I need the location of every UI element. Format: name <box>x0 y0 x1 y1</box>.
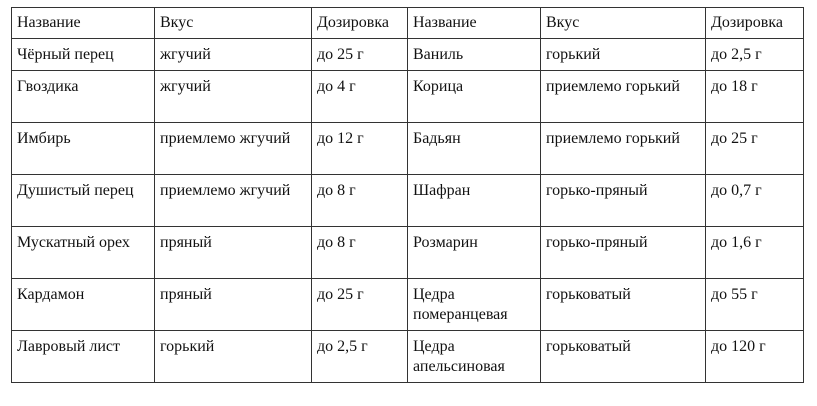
cell-dosage: до 120 г <box>706 331 804 383</box>
cell-dosage: до 18 г <box>706 71 804 123</box>
cell-taste: горько-пряный <box>541 227 706 279</box>
cell-dosage: до 1,6 г <box>706 227 804 279</box>
cell-taste: горьковатый <box>541 279 706 331</box>
cell-name: Кардамон <box>12 279 155 331</box>
cell-dosage: до 0,7 г <box>706 175 804 227</box>
cell-taste: пряный <box>155 227 312 279</box>
cell-taste: пряный <box>155 279 312 331</box>
header-dosage-2: Дозировка <box>706 8 804 39</box>
cell-name: Шафран <box>408 175 541 227</box>
cell-name: Розмарин <box>408 227 541 279</box>
cell-dosage: до 8 г <box>312 227 408 279</box>
cell-dosage: до 2,5 г <box>706 39 804 71</box>
cell-dosage: до 12 г <box>312 123 408 175</box>
table-row <box>12 175 804 227</box>
cell-taste: жгучий <box>155 71 312 123</box>
cell-name: Мускатный орех <box>12 227 155 279</box>
header-dosage-1: Дозировка <box>312 8 408 39</box>
cell-taste: горький <box>541 39 706 71</box>
cell-name: Душистый перец <box>12 175 155 227</box>
table-row <box>12 71 804 123</box>
cell-name: Ваниль <box>408 39 541 71</box>
cell-name: Цедра апельсиновая <box>408 331 541 383</box>
cell-dosage: до 25 г <box>312 279 408 331</box>
table-row <box>12 279 804 331</box>
cell-name: Лавровый лист <box>12 331 155 383</box>
table-row <box>12 123 804 175</box>
cell-taste: жгучий <box>155 39 312 71</box>
table-row <box>12 331 804 383</box>
cell-name: Чёрный перец <box>12 39 155 71</box>
cell-taste: горький <box>155 331 312 383</box>
header-name-1: Название <box>12 8 155 39</box>
cell-taste: приемлемо горький <box>541 123 706 175</box>
cell-dosage: до 25 г <box>312 39 408 71</box>
cell-taste: приемлемо жгучий <box>155 123 312 175</box>
header-taste-1: Вкус <box>155 8 312 39</box>
cell-name: Корица <box>408 71 541 123</box>
cell-name: Цедра померанцевая <box>408 279 541 331</box>
cell-name: Имбирь <box>12 123 155 175</box>
cell-dosage: до 25 г <box>706 123 804 175</box>
cell-taste: приемлемо горький <box>541 71 706 123</box>
cell-dosage: до 4 г <box>312 71 408 123</box>
header-name-2: Название <box>408 8 541 39</box>
header-taste-2: Вкус <box>541 8 706 39</box>
cell-dosage: до 55 г <box>706 279 804 331</box>
table-row <box>12 39 804 71</box>
cell-name: Гвоздика <box>12 71 155 123</box>
cell-dosage: до 2,5 г <box>312 331 408 383</box>
table-row <box>12 227 804 279</box>
spice-table <box>11 7 804 383</box>
cell-dosage: до 8 г <box>312 175 408 227</box>
cell-taste: приемлемо жгучий <box>155 175 312 227</box>
cell-taste: горько-пряный <box>541 175 706 227</box>
cell-taste: горьковатый <box>541 331 706 383</box>
table-header-row <box>12 8 804 39</box>
cell-name: Бадьян <box>408 123 541 175</box>
